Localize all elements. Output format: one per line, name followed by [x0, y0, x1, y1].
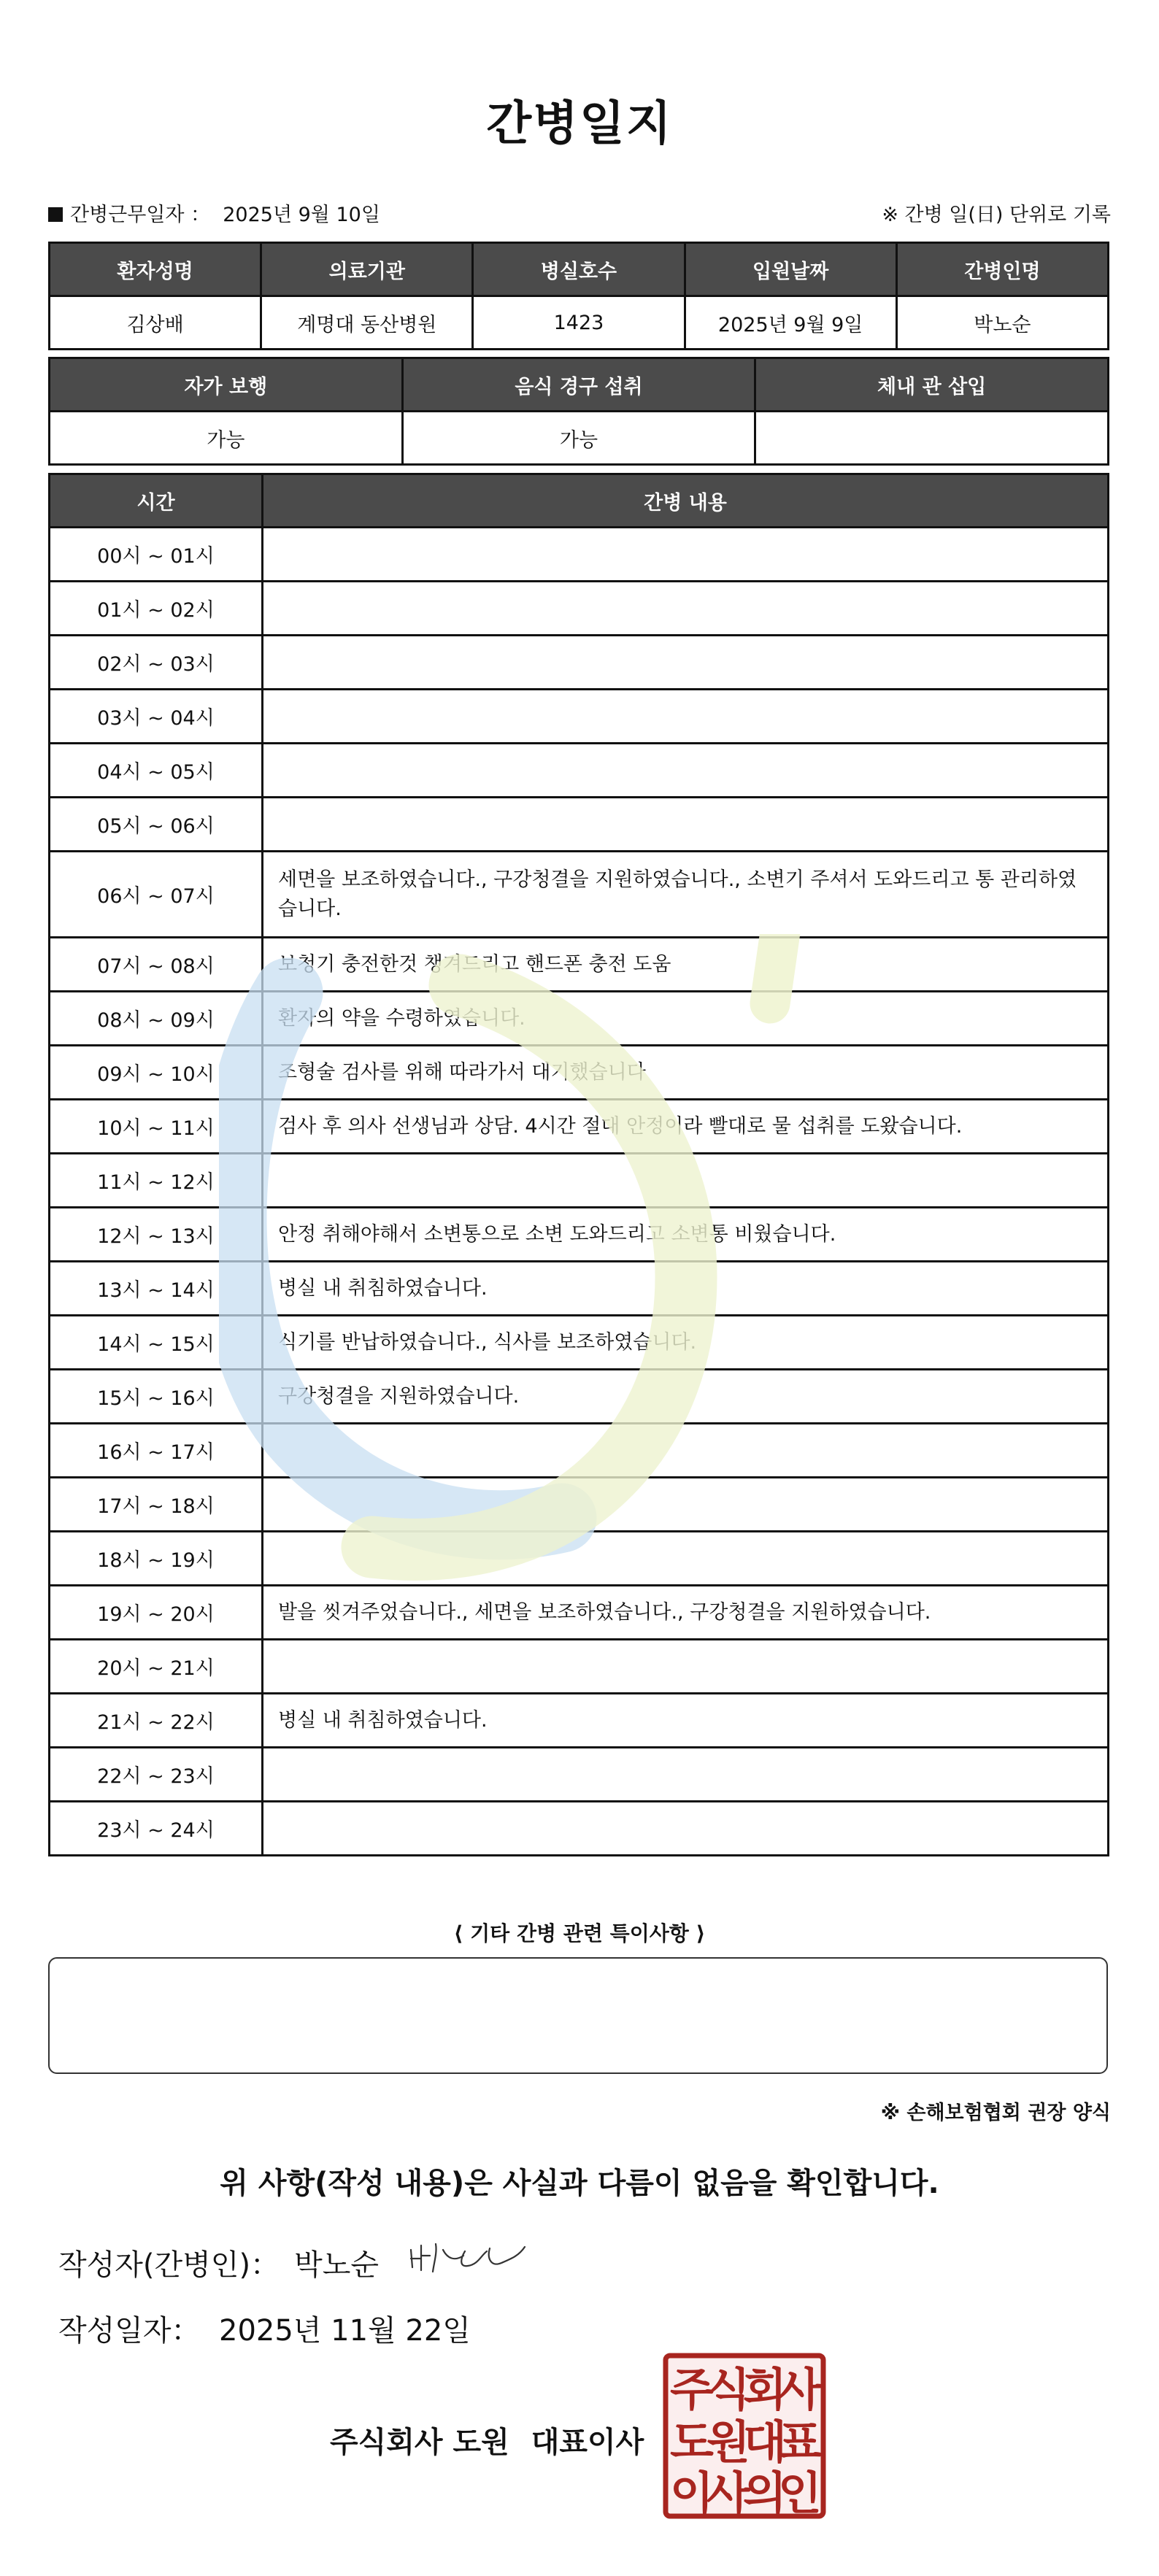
patient-info-header-row: [50, 243, 1109, 296]
handwritten-signature: [405, 2229, 529, 2280]
care-log-row: [50, 1478, 1109, 1532]
writer-name: 박노순: [294, 2248, 379, 2282]
log-time-cell: 08시 ~ 09시: [50, 992, 263, 1046]
tube-insertion-value: [755, 412, 1109, 465]
log-time-cell: 02시 ~ 03시: [50, 636, 263, 690]
log-time-cell: 03시 ~ 04시: [50, 690, 263, 744]
care-log-row: [50, 1640, 1109, 1694]
care-log-row: [50, 528, 1109, 582]
svg-text:원: 원: [706, 2415, 750, 2469]
log-time-cell: 00시 ~ 01시: [50, 528, 263, 582]
svg-text:회: 회: [743, 2363, 787, 2416]
hospital-name: 계명대 동산병원: [261, 296, 473, 350]
log-content-cell: [263, 636, 1109, 690]
patient-name: 김상배: [50, 296, 261, 350]
page-title: 간병일지: [486, 97, 673, 151]
svg-text:의: 의: [743, 2467, 787, 2519]
log-content-cell: 구강청결을 지원하였습니다.: [263, 1370, 1109, 1424]
work-date-label: 간병근무일자 ：: [70, 204, 211, 226]
log-content-cell: [263, 1802, 1109, 1856]
care-log-row: [50, 992, 1109, 1046]
care-log-row: [50, 1424, 1109, 1478]
care-log-row: [50, 1586, 1109, 1640]
log-content-cell: 검사 후 의사 선생님과 상담. 4시간 절대 안정이라 빨대로 물 섭취를 도왔습니다.: [263, 1100, 1109, 1154]
patient-info-value-row: [50, 296, 1109, 350]
header-oral-intake: 음식 경구 섭취: [402, 358, 755, 412]
oral-intake-value: 가능: [402, 412, 755, 465]
care-log-row: [50, 1262, 1109, 1316]
log-time-cell: 04시 ~ 05시: [50, 744, 263, 798]
log-time-cell: 06시 ~ 07시: [50, 852, 263, 938]
other-notes-label: ⟨ 기타 간병 관련 특이사항 ⟩: [453, 1921, 706, 1946]
header-hospital: 의료기관: [261, 243, 473, 296]
seal-characters: [670, 2363, 823, 2519]
care-log-row: [50, 938, 1109, 992]
log-time-cell: 22시 ~ 23시: [50, 1748, 263, 1802]
header-caregiver-name: 간병인명: [896, 243, 1108, 296]
company-name: 주식회사 도원: [330, 2426, 509, 2459]
care-log-row: [50, 1748, 1109, 1802]
log-time-cell: 13시 ~ 14시: [50, 1262, 263, 1316]
care-log-table: [48, 473, 1109, 1856]
svg-text:주: 주: [670, 2363, 714, 2416]
log-time-cell: 12시 ~ 13시: [50, 1208, 263, 1262]
log-content-cell: 조형술 검사를 위해 따라가서 대기했습니다: [263, 1046, 1109, 1100]
log-content-cell: [263, 1424, 1109, 1478]
log-content-cell: 식기를 반납하였습니다., 식사를 보조하였습니다.: [263, 1316, 1109, 1370]
log-content-cell: [263, 1478, 1109, 1532]
log-time-cell: 14시 ~ 15시: [50, 1316, 263, 1370]
log-time-cell: 20시 ~ 21시: [50, 1640, 263, 1694]
log-time-cell: 23시 ~ 24시: [50, 1802, 263, 1856]
header-room-number: 병실호수: [473, 243, 685, 296]
log-content-cell: [263, 1154, 1109, 1208]
caregiver-name: 박노순: [896, 296, 1108, 350]
log-content-cell: [263, 690, 1109, 744]
log-time-cell: 01시 ~ 02시: [50, 582, 263, 636]
log-content-cell: [263, 1640, 1109, 1694]
patient-status-table: [48, 357, 1109, 466]
log-time-cell: 21시 ~ 22시: [50, 1694, 263, 1748]
svg-text:사: 사: [706, 2467, 750, 2519]
square-bullet-icon: [48, 207, 63, 222]
log-content-cell: 병실 내 취침하였습니다.: [263, 1694, 1109, 1748]
svg-text:도: 도: [670, 2415, 714, 2469]
care-log-header-row: [50, 474, 1109, 528]
company-signature-line: [330, 2419, 644, 2461]
header-care-content: 간병 내용: [263, 474, 1109, 528]
care-log-row: [50, 1154, 1109, 1208]
written-date-label: 작성일자：: [58, 2314, 201, 2348]
written-date-row: [58, 2307, 471, 2349]
writer-row: [58, 2242, 379, 2283]
care-log-row: [50, 690, 1109, 744]
care-log-row: [50, 1208, 1109, 1262]
care-log-row: [50, 1100, 1109, 1154]
log-content-cell: [263, 1532, 1109, 1586]
patient-status-header-row: [50, 358, 1109, 412]
log-time-cell: 09시 ~ 10시: [50, 1046, 263, 1100]
patient-info-table: [48, 242, 1109, 350]
log-content-cell: 발을 씻겨주었습니다., 세면을 보조하였습니다., 구강청결을 지원하였습니다.: [263, 1586, 1109, 1640]
log-content-cell: [263, 1748, 1109, 1802]
log-content-cell: [263, 582, 1109, 636]
svg-text:식: 식: [706, 2363, 750, 2416]
header-tube-insertion: 체내 관 삽입: [755, 358, 1109, 412]
log-time-cell: 11시 ~ 12시: [50, 1154, 263, 1208]
log-time-cell: 07시 ~ 08시: [50, 938, 263, 992]
svg-text:대: 대: [743, 2415, 787, 2469]
care-log-row: [50, 852, 1109, 938]
admission-date: 2025년 9월 9일: [685, 296, 896, 350]
other-notes-box: [48, 1957, 1108, 2074]
care-log-row: [50, 798, 1109, 852]
log-time-cell: 15시 ~ 16시: [50, 1370, 263, 1424]
work-date-row: [48, 198, 380, 227]
company-seal-stamp: [663, 2353, 826, 2519]
svg-text:인: 인: [778, 2467, 822, 2519]
writer-label: 작성자(간병인)：: [58, 2248, 280, 2282]
self-walking-value: 가능: [50, 412, 403, 465]
care-log-row: [50, 1532, 1109, 1586]
care-log-body: [50, 528, 1109, 1856]
log-time-cell: 19시 ~ 20시: [50, 1586, 263, 1640]
confirmation-statement: 위 사항(작성 내용)은 사실과 다름이 없음을 확인합니다.: [220, 2167, 939, 2200]
log-content-cell: 환자의 약을 수령하였습니다.: [263, 992, 1109, 1046]
header-admission-date: 입원날짜: [685, 243, 896, 296]
log-time-cell: 10시 ~ 11시: [50, 1100, 263, 1154]
log-content-cell: [263, 798, 1109, 852]
header-time: 시간: [50, 474, 263, 528]
written-date-value: 2025년 11월 22일: [219, 2314, 471, 2348]
header-patient-name: 환자성명: [50, 243, 261, 296]
work-date-value: 2025년 9월 10일: [223, 204, 380, 226]
care-log-row: [50, 1370, 1109, 1424]
log-content-cell: 안정 취해야해서 소변통으로 소변 도와드리고 소변통 비웠습니다.: [263, 1208, 1109, 1262]
svg-text:사: 사: [778, 2363, 822, 2416]
care-log-row: [50, 1694, 1109, 1748]
log-time-cell: 16시 ~ 17시: [50, 1424, 263, 1478]
log-content-cell: [263, 744, 1109, 798]
patient-status-value-row: [50, 412, 1109, 465]
care-log-row: [50, 744, 1109, 798]
log-content-cell: 세면을 보조하였습니다., 구강청결을 지원하였습니다., 소변기 주셔서 도와드리고 통 관리하였습니다.: [263, 852, 1109, 938]
care-log-row: [50, 636, 1109, 690]
care-log-row: [50, 1046, 1109, 1100]
care-log-row: [50, 582, 1109, 636]
care-log-row: [50, 1802, 1109, 1856]
log-time-cell: 17시 ~ 18시: [50, 1478, 263, 1532]
svg-text:이: 이: [670, 2467, 714, 2519]
log-content-cell: 보청기 충전한것 챙겨드리고 핸드폰 충전 도움: [263, 938, 1109, 992]
log-time-cell: 05시 ~ 06시: [50, 798, 263, 852]
care-log-row: [50, 1316, 1109, 1370]
form-source-note: ※ 손해보험협회 권장 양식: [880, 2102, 1111, 2124]
log-content-cell: 병실 내 취침하였습니다.: [263, 1262, 1109, 1316]
company-representative-title: 대표이사: [531, 2426, 644, 2459]
log-content-cell: [263, 528, 1109, 582]
log-time-cell: 18시 ~ 19시: [50, 1532, 263, 1586]
room-number: 1423: [473, 296, 685, 350]
svg-text:표: 표: [778, 2415, 822, 2469]
header-self-walking: 자가 보행: [50, 358, 403, 412]
unit-note: ※ 간병 일(日) 단위로 기록: [882, 204, 1111, 226]
